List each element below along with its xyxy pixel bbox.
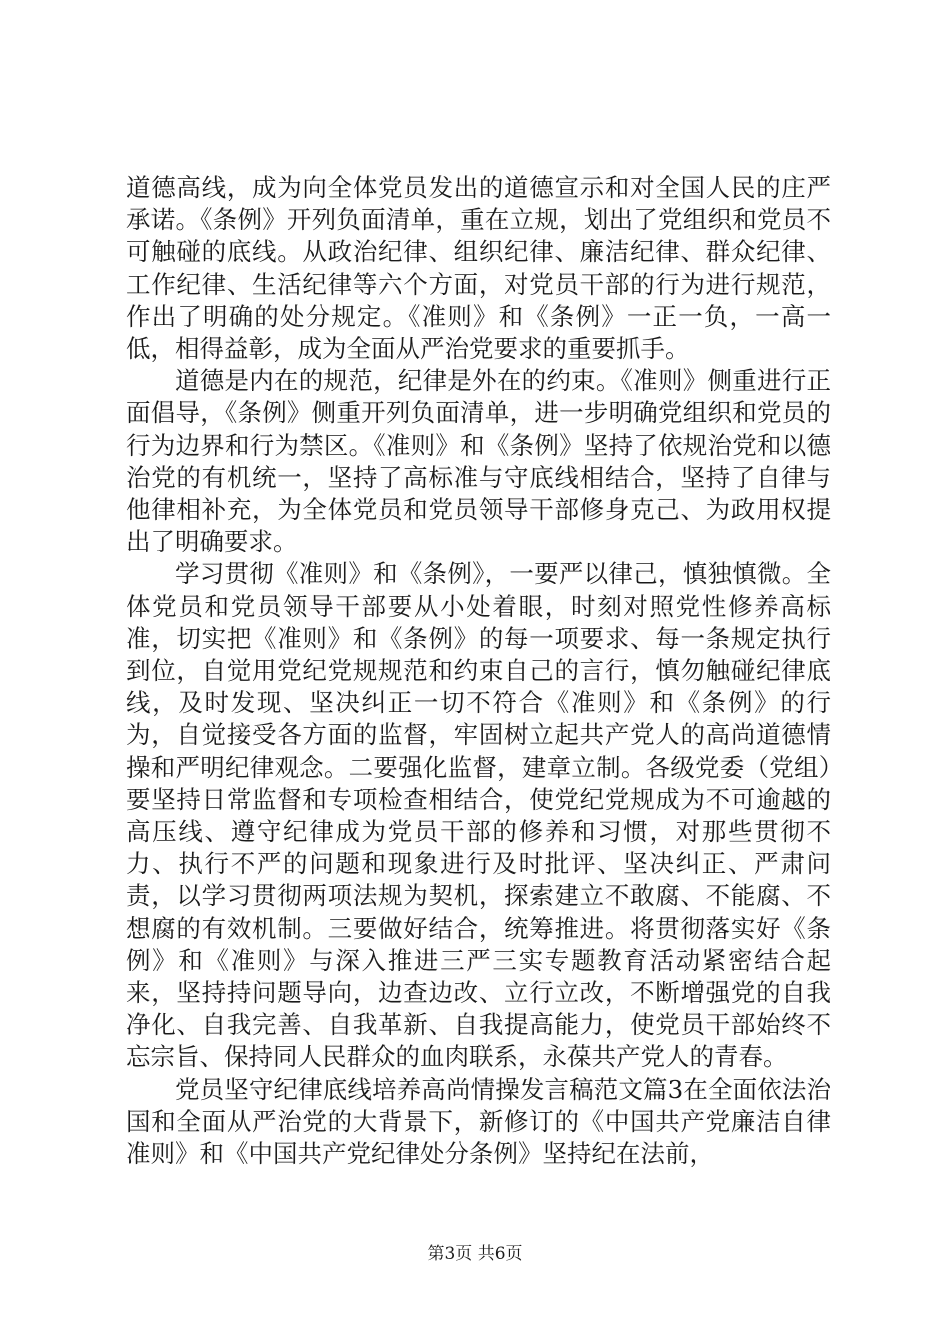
paragraph: 道德高线，成为向全体党员发出的道德宣示和对全国人民的庄严承诺。《条例》开列负面清单，重在立规，划出了党组织和党员不可触碰的底线。从政治纪律、组织纪律、廉洁纪律、群众纪律、工作纪律、生活纪律等六个方面，对党员干部的行为进行规范，作出了明确的处分规定。《准则》和《条例》一正一负，一高一低，相得益彰，成为全面从严治党要求的重要抓手。 <box>126 173 831 364</box>
page-footer: 第3页 共6页 <box>427 1244 523 1264</box>
paragraph: 道德是内在的规范，纪律是外在的约束。《准则》侧重进行正面倡导，《条例》侧重开列负面清单，进一步明确党组织和党员的行为边界和行为禁区。《准则》和《条例》坚持了依规治党和以德治党的有机统一，坚持了高标准与守底线相结合，坚持了自律与他律相补充，为全体党员和党员领导干部修身克己、为政用权提出了明确要求。 <box>126 366 831 557</box>
paragraph: 党员坚守纪律底线培养高尚情操发言稿范文篇3在全面依法治国和全面从严治党的大背景下，新修订的《中国共产党廉洁自律准则》和《中国共产党纪律处分条例》坚持纪在法前， <box>126 1074 831 1169</box>
paragraph: 学习贯彻《准则》和《条例》，一要严以律己，慎独慎微。全体党员和党员领导干部要从小处着眼，时刻对照党性修养高标准，切实把《准则》和《条例》的每一项要求、每一条规定执行到位，自觉用党纪党规规范和约束自己的言行，慎勿触碰纪律底线，及时发现、坚决纠正一切不符合《准则》和《条例》的行为，自觉接受各方面的监督，牢固树立起共产党人的高尚道德情操和严明纪律观念。二要强化监督，建章立制。各级党委（党组）要坚持日常监督和专项检查相结合，使党纪党规成为不可逾越的高压线、遵守纪律成为党员干部的修养和习惯，对那些贯彻不力、执行不严的问题和现象进行及时批评、坚决纠正、严肃问责，以学习贯彻两项法规为契机，探索建立不敢腐、不能腐、不想腐的有效机制。三要做好结合，统筹推进。将贯彻落实好《条例》和《准则》与深入推进三严三实专题教育活动紧密结合起来，坚持持问题导向，边查边改、立行立改，不断增强党的自我净化、自我完善、自我革新、自我提高能力，使党员干部始终不忘宗旨、保持同人民群众的血肉联系，永葆共产党人的青春。 <box>126 559 831 1072</box>
document-body <box>126 172 831 1170</box>
